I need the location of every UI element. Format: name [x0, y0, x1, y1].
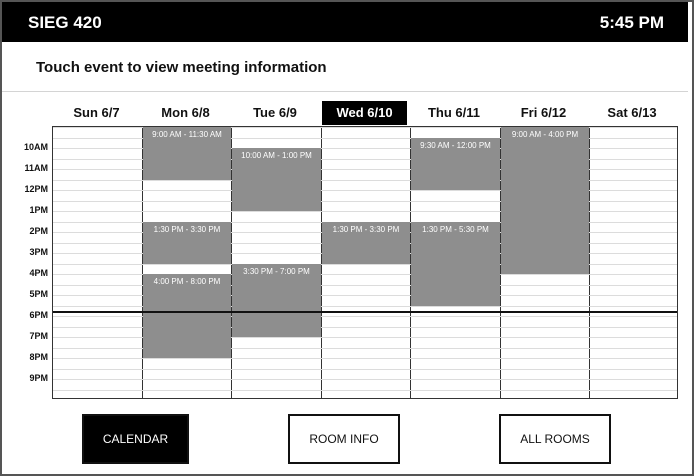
divider [2, 91, 688, 92]
time-label: 8PM [29, 352, 48, 362]
grid-line [53, 358, 677, 359]
header-bar [2, 2, 688, 42]
day-header-sun[interactable]: Sun 6/7 [73, 105, 120, 120]
current-time-indicator [53, 311, 677, 313]
day-header-tue[interactable]: Tue 6/9 [253, 105, 297, 120]
time-label: 7PM [29, 331, 48, 341]
event-block[interactable]: 9:30 AM - 12:00 PM [411, 138, 500, 191]
calendar-grid [52, 126, 678, 399]
time-label: 10AM [23, 142, 48, 152]
time-label: 3PM [29, 247, 48, 257]
day-header-thu[interactable]: Thu 6/11 [427, 105, 481, 120]
room-info-button[interactable]: ROOM INFO [288, 414, 400, 464]
grid-line [53, 379, 677, 380]
event-block[interactable]: 3:30 PM - 7:00 PM [232, 264, 321, 338]
event-block[interactable]: 9:00 AM - 4:00 PM [501, 127, 589, 274]
time-label: 1PM [29, 205, 48, 215]
instruction-text: Touch event to view meeting information [36, 59, 327, 76]
time-label: 12PM [24, 184, 48, 194]
grid-line [53, 390, 677, 391]
current-time: 5:45 PM [599, 13, 664, 32]
time-label: 4PM [29, 268, 48, 278]
event-block[interactable]: 10:00 AM - 1:00 PM [232, 148, 321, 211]
event-block[interactable]: 9:00 AM - 11:30 AM [143, 127, 231, 180]
time-label: 11AM [24, 163, 48, 173]
room-name: SIEG 420 [28, 13, 102, 32]
day-header-mon[interactable]: Mon 6/8 [161, 105, 210, 120]
event-block[interactable]: 1:30 PM - 5:30 PM [411, 222, 500, 306]
event-block[interactable]: 1:30 PM - 3:30 PM [143, 222, 231, 264]
event-block[interactable]: 4:00 PM - 8:00 PM [143, 274, 231, 358]
event-block[interactable]: 1:30 PM - 3:30 PM [322, 222, 410, 264]
time-label: 9PM [29, 373, 48, 383]
day-header-sat[interactable]: Sat 6/13 [607, 105, 657, 120]
time-label: 5PM [29, 289, 48, 299]
grid-line [53, 369, 677, 370]
calendar-button[interactable]: CALENDAR [82, 414, 189, 464]
day-header-wed[interactable]: Wed 6/10 [322, 101, 407, 125]
time-label: 2PM [29, 226, 48, 236]
all-rooms-button[interactable]: ALL ROOMS [499, 414, 611, 464]
time-label: 6PM [29, 310, 48, 320]
day-header-fri[interactable]: Fri 6/12 [520, 105, 567, 120]
